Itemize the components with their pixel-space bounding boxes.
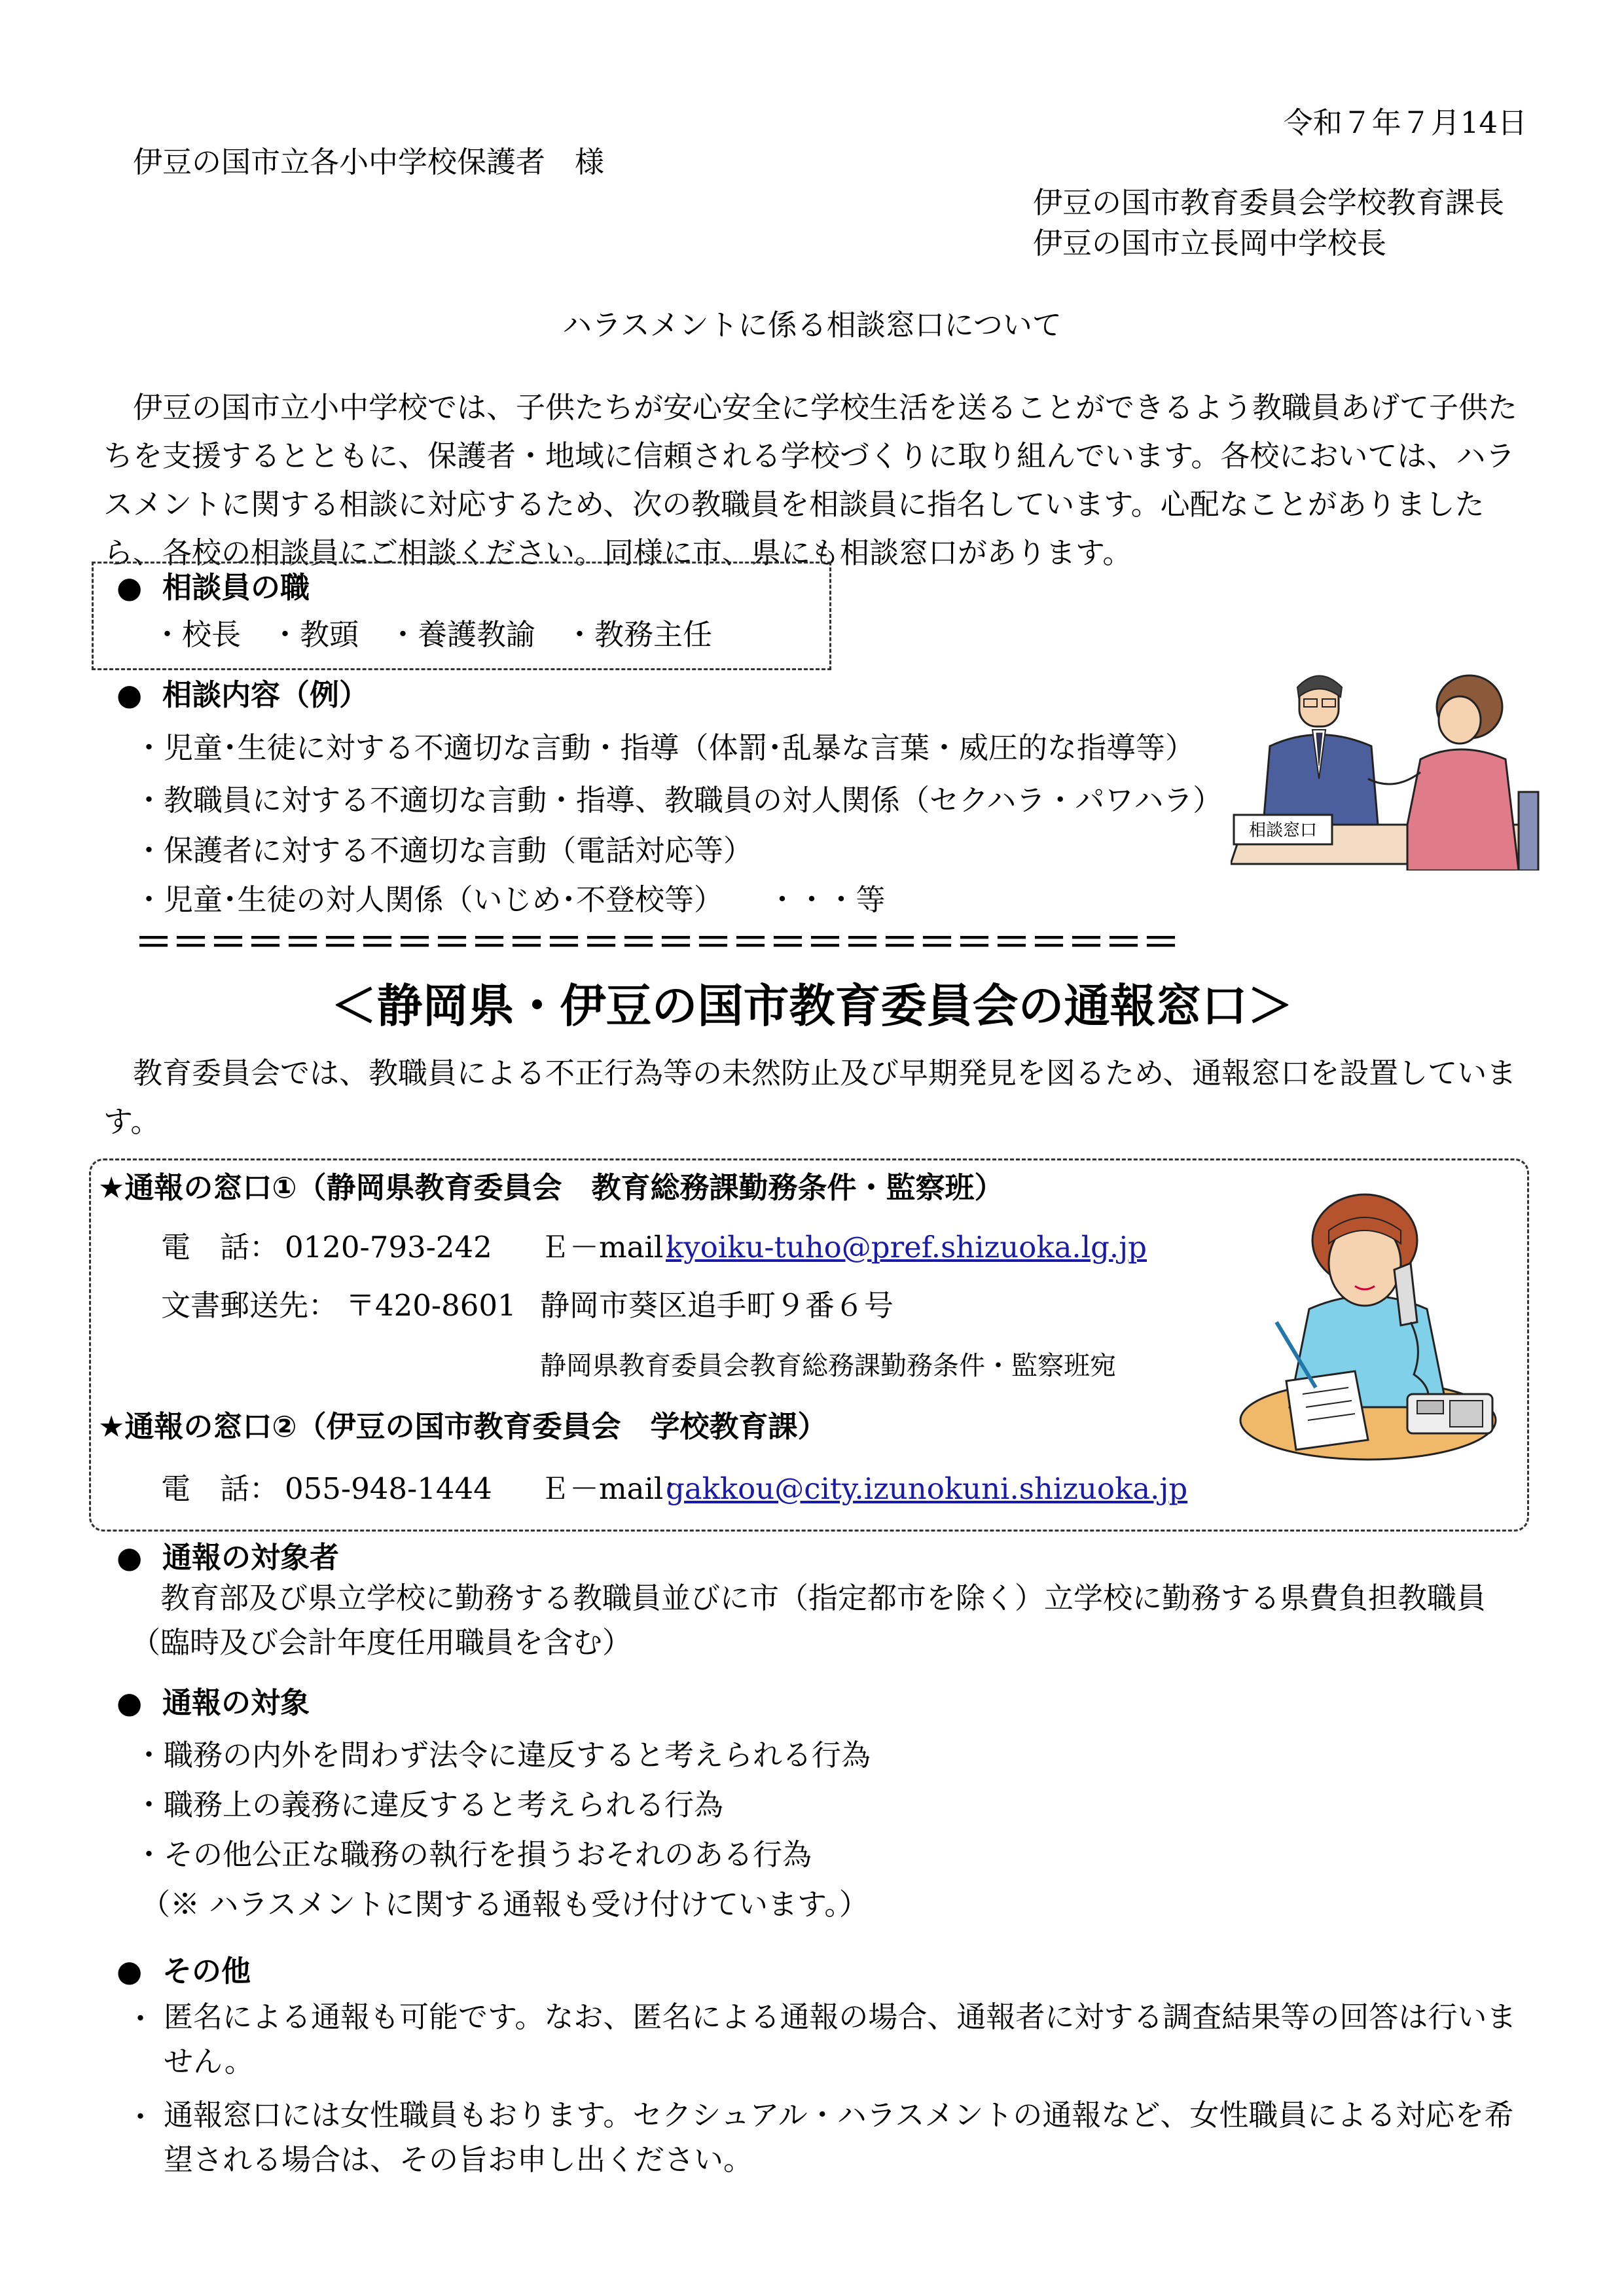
consult-item-4: ・児童･生徒の対人関係（いじめ･不登校等） ・・・等 xyxy=(134,882,886,917)
bullet-icon: ● xyxy=(117,570,143,605)
window2-mail-label: Ｅ－mail： xyxy=(540,1471,693,1506)
window1-mail-link[interactable]: kyoiku-tuho@pref.shizuoka.lg.jp xyxy=(666,1230,1147,1265)
target-item-1: ・職務の内外を問わず法令に違反すると考えられる行為 xyxy=(134,1738,871,1772)
counselor-roles: ・校長 ・教頭 ・養護教諭 ・教務主任 xyxy=(153,617,713,652)
phone-operator-illustration xyxy=(1237,1191,1512,1466)
consult-item-2: ・教職員に対する不適切な言動・指導、教職員の対人関係（セクハラ・パワハラ） xyxy=(134,783,1223,817)
window1-address: 静岡市葵区追手町９番６号 xyxy=(540,1288,894,1323)
document-date: 令和７年７月14日 xyxy=(1283,105,1527,140)
section2-title: ＜静岡県・伊豆の国市教育委員会の通報窓口＞ xyxy=(331,979,1293,1033)
consult-heading: 相談内容（例） xyxy=(162,677,369,712)
section2-intro: 教育委員会では、教職員による不正行為等の未然防止及び早期発見を図るため、通報窓口を設置しています。 xyxy=(103,1056,1517,1139)
sign-text: 相談窓口 xyxy=(1248,821,1318,840)
window1-mail-label: Ｅ－mail： xyxy=(540,1230,693,1265)
target-item-2: ・職務上の義務に違反すると考えられる行為 xyxy=(134,1787,724,1822)
other-heading: その他 xyxy=(162,1954,251,1988)
target-person-heading: 通報の対象者 xyxy=(162,1540,340,1575)
target-person-text: 教育部及び県立学校に勤務する教職員並びに市（指定都市を除く）立学校に勤務する県費負担教職員（臨時及び会計年度任用職員を含む） xyxy=(131,1581,1487,1660)
target-item-3: ・その他公正な職務の執行を損うおそれのある行為 xyxy=(134,1837,812,1872)
target-note: （※ ハラスメントに関する通報も受け付けています。） xyxy=(141,1887,869,1922)
other-item-2: 通報窓口には女性職員もおります。セクシュアル・ハラスメントの通報など、女性職員による対応を希望される場合は、その旨お申し出ください。 xyxy=(164,2098,1514,2177)
window1-post-label: 文書郵送先： xyxy=(161,1288,338,1323)
window1-heading: ★通報の窓口①（静岡県教育委員会 教育総務課勤務条件・監察班） xyxy=(98,1170,1004,1205)
page-title: ハラスメントに係る相談窓口について xyxy=(562,308,1062,342)
window2-tel-label: 電 話： xyxy=(161,1471,280,1506)
window1-tel: 0120-793-242 xyxy=(285,1230,492,1265)
window2-tel: 055-948-1444 xyxy=(285,1471,492,1506)
target-heading: 通報の対象 xyxy=(162,1685,310,1720)
consultation-illustration xyxy=(1231,661,1545,870)
counselor-heading: 相談員の職 xyxy=(162,570,310,605)
dot-icon: ・ xyxy=(126,2001,156,2036)
window1-addressee: 静岡県教育委員会教育総務課勤務条件・監察班宛 xyxy=(540,1351,1116,1381)
recipient: 伊豆の国市立各小中学校保護者 様 xyxy=(133,145,605,179)
sender-line-2: 伊豆の国市立長岡中学校長 xyxy=(1033,226,1387,260)
bullet-icon: ● xyxy=(117,1540,143,1575)
bullet-icon: ● xyxy=(117,677,143,712)
consult-item-3: ・保護者に対する不適切な言動（電話対応等） xyxy=(134,833,753,868)
divider: ＝＝＝＝＝＝＝＝＝＝＝＝＝＝＝＝＝＝＝＝＝＝＝＝＝＝＝＝ xyxy=(134,920,1180,965)
window1-postcode: 〒420-8601 xyxy=(346,1288,516,1323)
intro-paragraph: 伊豆の国市立小中学校では、子供たちが安心安全に学校生活を送ることができるよう教職員あげて子供たちを支援するとともに、保護者・地域に信頼される学校づくりに取り組んでいます。各校においては、ハラスメントに関する相談に対応するため、次の教職員を相談員に指名しています。心配なことがありましたら、各校の相談員にご相談ください。同様に市、県にも相談窓口があります。 xyxy=(103,390,1518,570)
sender-line-1: 伊豆の国市教育委員会学校教育課長 xyxy=(1033,185,1505,220)
window2-mail-link[interactable]: gakkou@city.izunokuni.shizuoka.jp xyxy=(666,1471,1188,1506)
bullet-icon: ● xyxy=(117,1685,143,1720)
consult-item-1: ・児童･生徒に対する不適切な言動・指導（体罰･乱暴な言葉・威圧的な指導等） xyxy=(134,730,1195,765)
dot-icon: ・ xyxy=(126,2100,156,2134)
other-item-1: 匿名による通報も可能です。なお、匿名による通報の場合、通報者に対する調査結果等の回答は行いません。 xyxy=(164,2000,1517,2079)
window2-heading: ★通報の窓口②（伊豆の国市教育委員会 学校教育課） xyxy=(98,1409,827,1444)
bullet-icon: ● xyxy=(117,1954,143,1988)
window1-tel-label: 電 話： xyxy=(161,1230,280,1265)
